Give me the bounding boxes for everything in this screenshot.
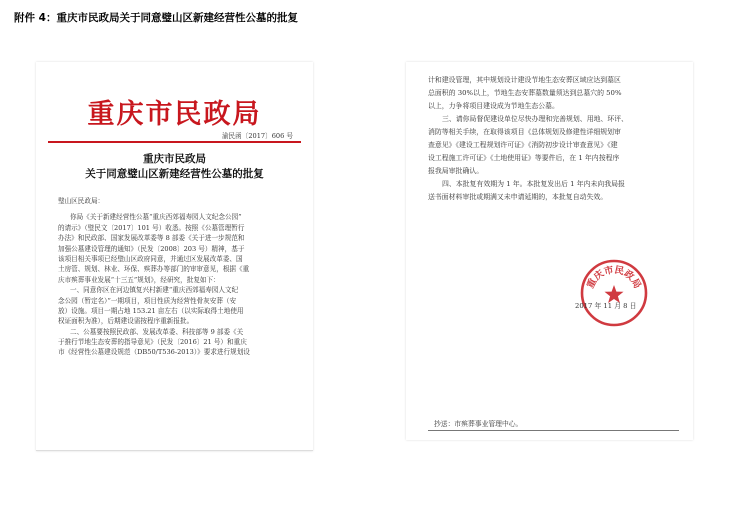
body-line: 三、请你局督促建设单位尽快办理和完善规划、用地、环评、 [442,115,629,123]
body-line: 消防等相关手续，在取得该项目《总体规划及修建性详细规划审 [428,128,621,136]
body-line: 设工程施工许可证》《土地使用证》等要件后，在 1 年内按程序 [428,154,620,162]
document-body-page-1 [58,196,298,358]
masthead-divider [48,141,301,143]
document-title-line-2: 关于同意璧山区新建经营性公墓的批复 [85,168,264,180]
addressee: 璧山区民政局： [58,197,105,205]
document-page-2 [406,62,693,440]
body-line: 市《经营性公墓建设规范（DB50/T536-2013）》要求进行规划设 [58,348,250,357]
body-line: 放）设施。项目一期占地 153.21 亩左右（以实际取得土地使用 [58,306,244,315]
body-line: 你局《关于新建经营性公墓“重庆西郊福寿园人文纪念公园” [70,213,242,222]
body-line: 一、同意你区在河边镇复兴村新建“重庆西郊福寿园人文纪 [70,286,239,295]
document-number: 渝民函〔2017〕606 号 [221,132,293,140]
body-line: 送书面材料审批或期满又未申请延期的，本批复自动失效。 [428,193,608,201]
signing-date: 2017 年 11 月 8 日 [575,302,637,310]
body-line: 念公园（暂定名）”一期项目，项目性质为经营性骨灰安葬（安 [58,296,237,305]
masthead: 重庆市民政局 [87,99,262,130]
body-line: 四、本批复有效期为 1 年。本批复发出后 1 年内未向我局报 [442,180,625,188]
body-line: 加强公墓建设管理的通知》（民发〔2008〕203 号）精神，基于 [58,244,245,253]
body-line: 以上，力争将项目建设成为节地生态公墓。 [428,102,559,110]
attachment-heading: 附件 4：重庆市民政局关于同意璧山区新建经营性公墓的批复 [14,12,298,24]
document-title-line-1: 重庆市民政局 [143,153,206,165]
body-line: 土房管、规划、林业、环保、殡葬办等部门的审审意见，根据《重 [58,265,250,274]
body-line: 权证面积为准），后期建设需按程序重新报批。 [58,317,194,326]
body-line: 庆市殡葬事业发展“十三五”规划》，经研究，批复如下： [58,275,220,284]
seal-text: 重庆市民政局 [585,264,643,291]
cc-recipients: 抄送：市殡葬事业管理中心。 [434,420,523,428]
document-page-1 [36,62,313,451]
body-line: 该项目相关事项已经璧山区政府同意，并通过区发展改革委、国 [58,254,243,263]
body-line: 计和建设管理，其中规划设计建设节地生态安葬区域应达到墓区 [428,76,621,84]
official-seal-icon [579,258,649,328]
body-line: 二、公墓要按照民政部、发展改革委、科技部等 9 部委《关 [70,327,244,336]
body-line: 报我局审批确认。 [428,167,484,175]
body-line: 查意见》《建设工程规划许可证》《消防初步设计审查意见》《建 [428,141,618,149]
document-body-page-2 [428,74,688,204]
body-line: 总面积的 30%以上，节地生态安葬墓数量须达到总墓穴的 50% [428,89,622,97]
body-line: 于推行节地生态安葬的指导意见》（民发〔2016〕21 号）和重庆 [58,338,247,347]
body-line: 的请示》（璧民文〔2017〕101 号）收悉。按照《公墓管理暂行 [58,223,245,232]
body-line: 办法》和民政部、国家发展改革委等 8 部委《关于进一步规范和 [58,234,245,243]
cc-divider [428,430,679,431]
